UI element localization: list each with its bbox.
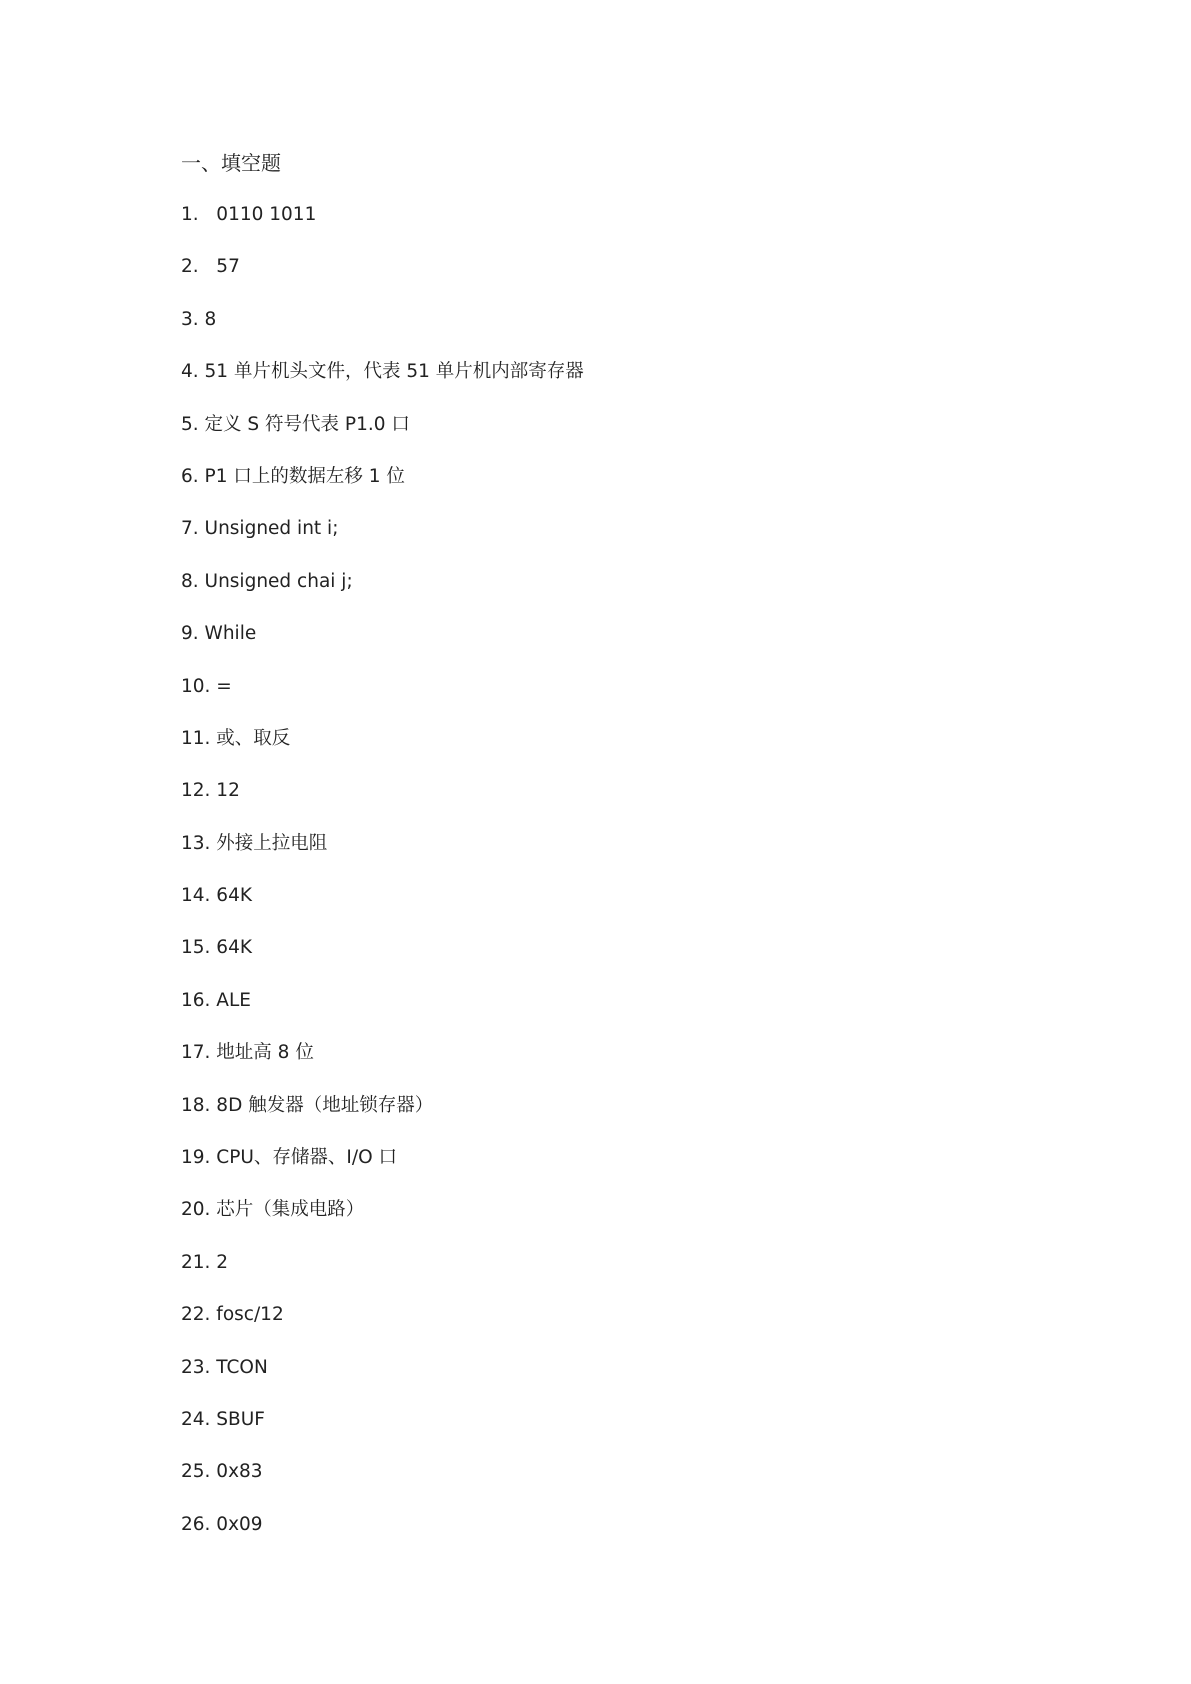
answer-item: 3. 8 bbox=[181, 308, 217, 330]
answer-item: 18. 8D 触发器（地址锁存器） bbox=[181, 1094, 434, 1116]
answer-item: 21. 2 bbox=[181, 1251, 229, 1273]
answer-item: 7. Unsigned int i; bbox=[181, 518, 339, 540]
answer-item: 11. 或、取反 bbox=[181, 727, 291, 749]
answer-item: 2. 57 bbox=[181, 256, 240, 278]
answer-item: 6. P1 口上的数据左移 1 位 bbox=[181, 465, 405, 487]
answer-item: 23. TCON bbox=[181, 1356, 268, 1378]
answer-list bbox=[181, 200, 584, 1562]
answer-item: 22. fosc/12 bbox=[181, 1304, 284, 1326]
answer-item: 12. 12 bbox=[181, 780, 240, 802]
answer-item: 8. Unsigned chai j; bbox=[181, 570, 353, 592]
section-heading: 一、填空题 bbox=[181, 151, 281, 175]
answer-item: 10. = bbox=[181, 675, 232, 697]
answer-item: 14. 64K bbox=[181, 885, 252, 907]
answer-item: 9. While bbox=[181, 623, 257, 645]
answer-item: 19. CPU、存储器、I/O 口 bbox=[181, 1147, 398, 1169]
answer-item: 15. 64K bbox=[181, 937, 252, 959]
answer-item: 13. 外接上拉电阻 bbox=[181, 832, 328, 854]
answer-item: 25. 0x83 bbox=[181, 1461, 263, 1483]
answer-item: 16. ALE bbox=[181, 989, 251, 1011]
answer-item: 17. 地址高 8 位 bbox=[181, 1042, 314, 1064]
answer-item: 24. SBUF bbox=[181, 1408, 265, 1430]
answer-item: 4. 51 单片机头文件，代表 51 单片机内部寄存器 bbox=[181, 361, 584, 383]
answer-item: 26. 0x09 bbox=[181, 1513, 263, 1535]
answer-item: 20. 芯片（集成电路） bbox=[181, 1199, 365, 1221]
answer-item: 5. 定义 S 符号代表 P1.0 口 bbox=[181, 413, 410, 435]
answer-item: 1. 0110 1011 bbox=[181, 204, 317, 225]
